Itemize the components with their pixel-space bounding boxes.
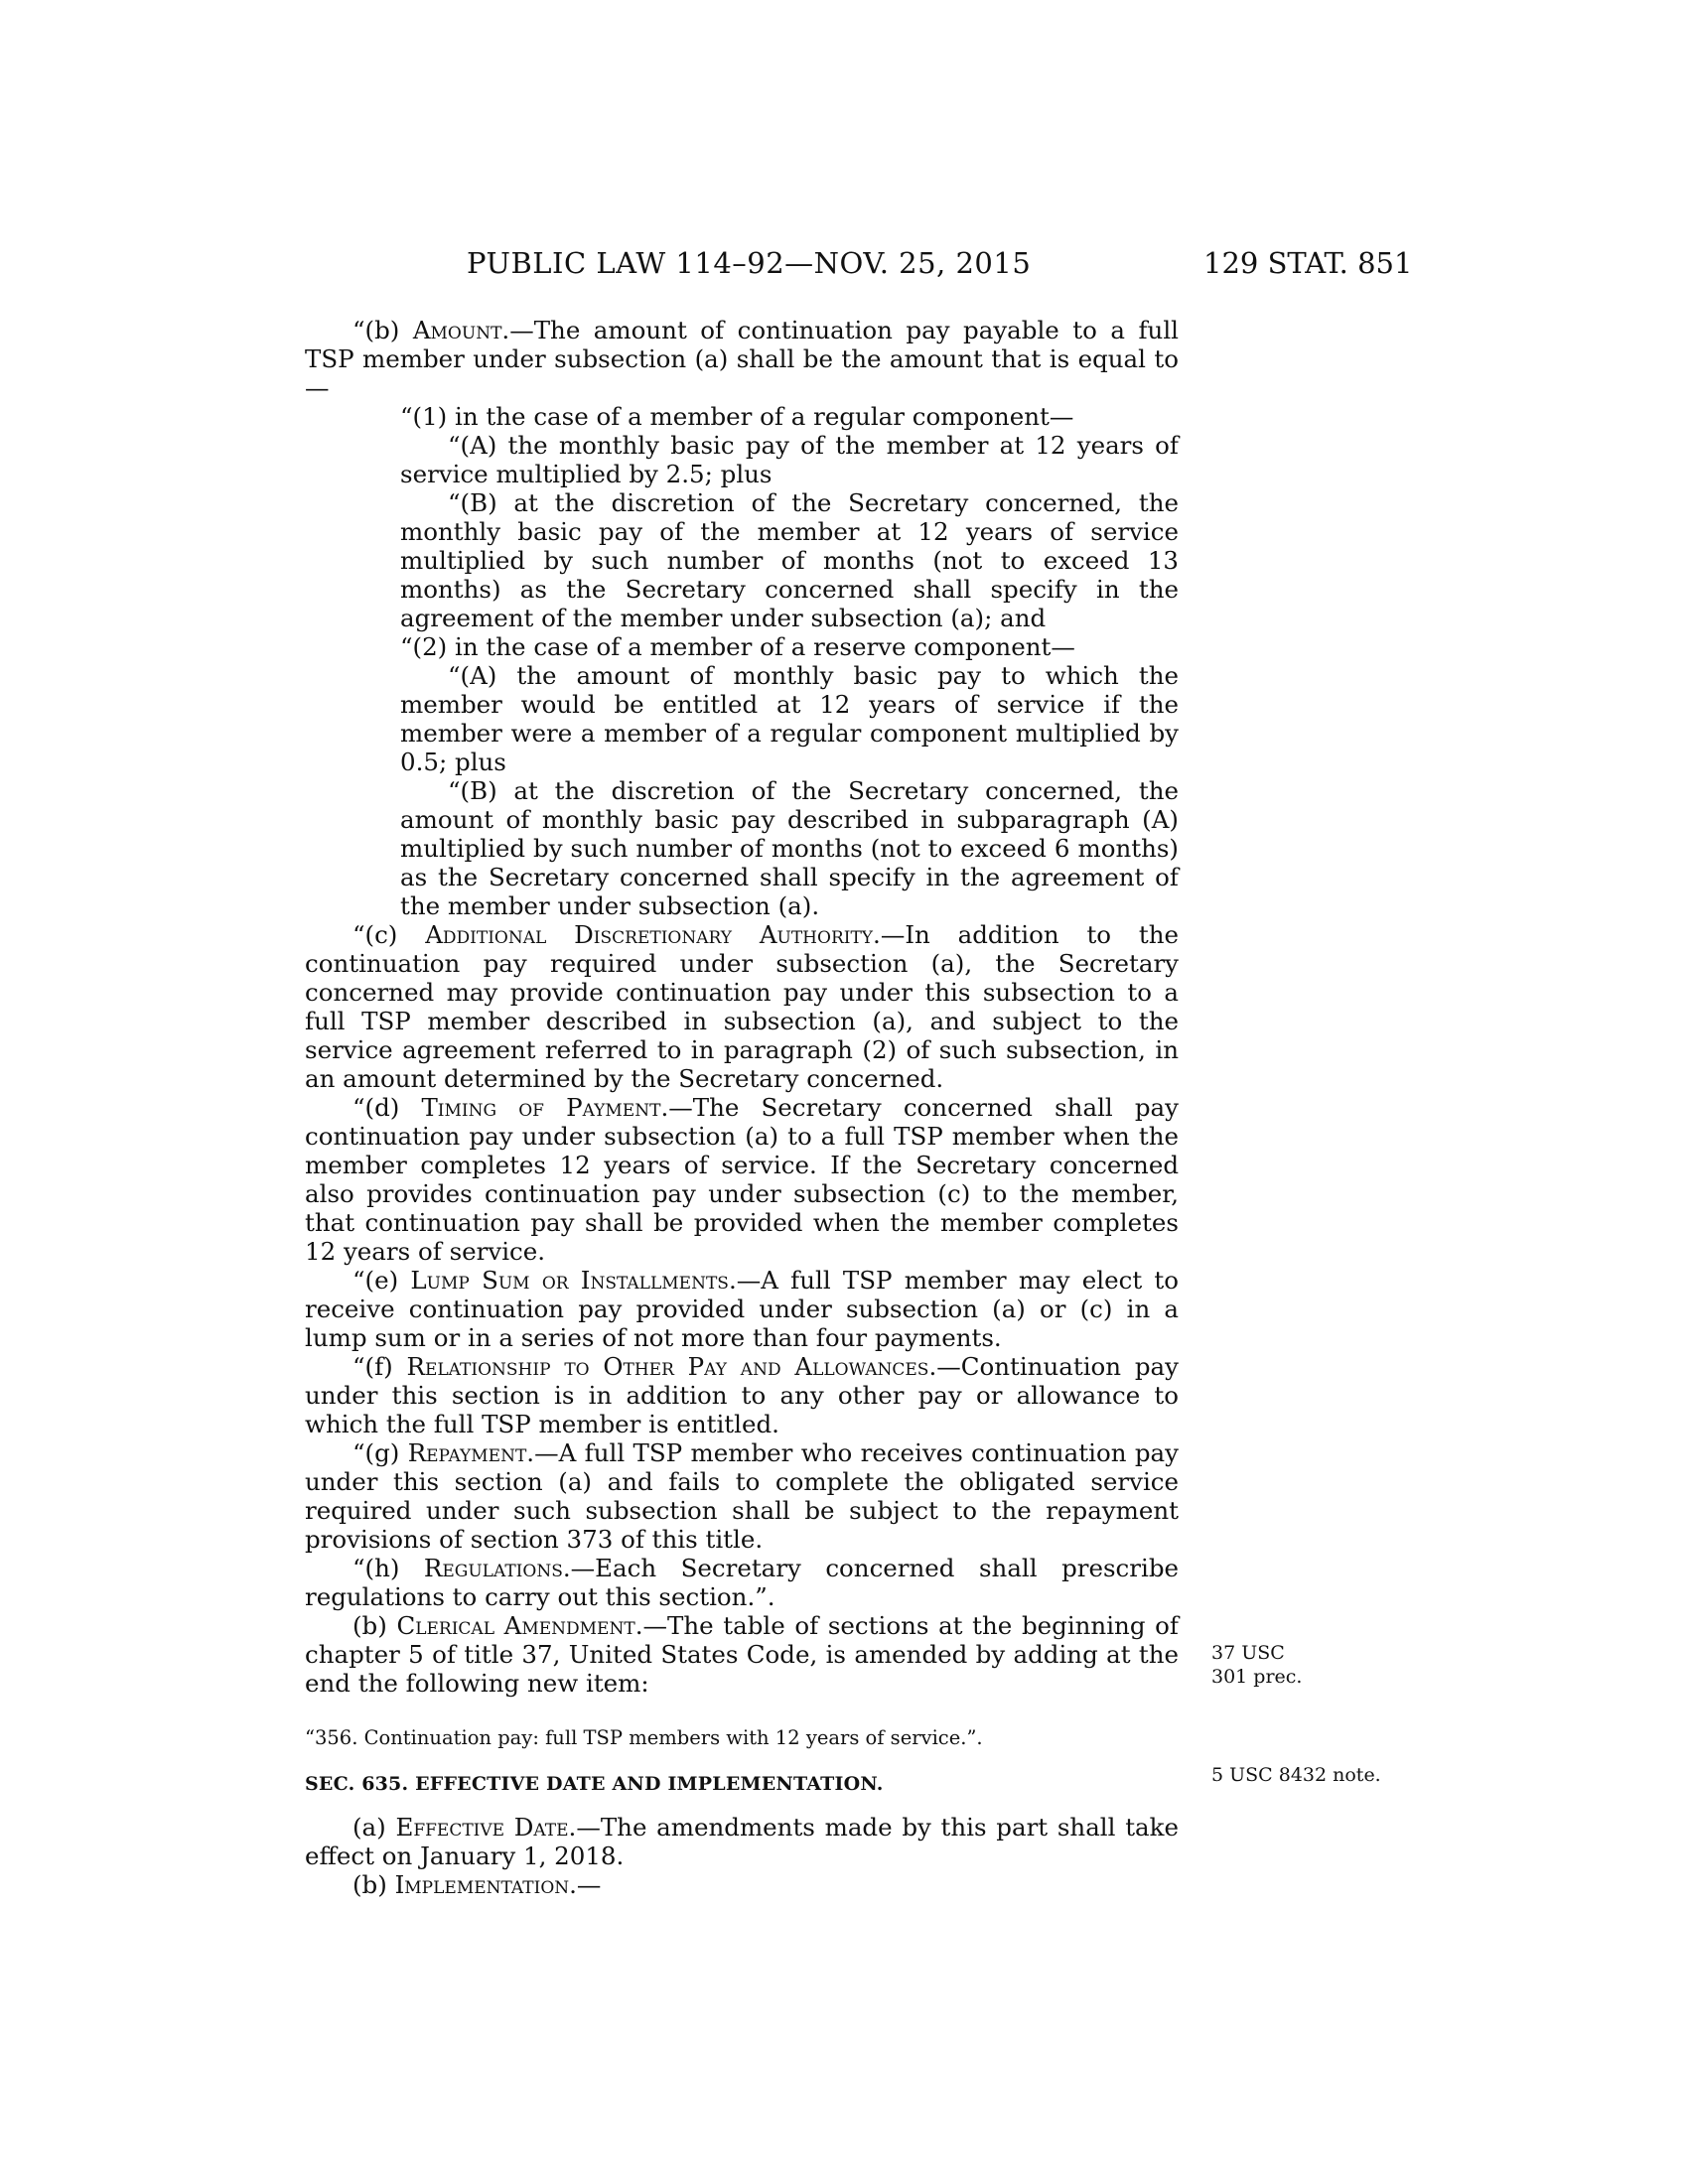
paragraph-b2: “(2) in the case of a member of a reserve component— — [400, 632, 1075, 661]
heading-effective-date: Effective Date — [395, 1813, 569, 1842]
subparagraph-b2A: “(A) the amount of monthly basic pay to which the member would be entitled at 12 years of service if the member were a member of a regular component multiplied by 0.5; plus — [400, 661, 1179, 776]
heading-implementation: Implementation — [394, 1870, 570, 1899]
subparagraph-b2B: “(B) at the discretion of the Secretary concerned, the amount of monthly basic pay described in subparagraph (A) multiplied by such number of months (not to exceed 6 months) as the Secretary concerned shall specify in the agreement of the member under subsection (a). — [400, 776, 1179, 920]
heading-relationship: Relationship to Other Pay and Allowances — [406, 1352, 929, 1381]
subsection-h: “(h) Regulations.—Each Secretary concerned shall prescribe regulations to carry out this section.”. — [305, 1554, 1179, 1611]
heading-timing-of-payment: Timing of Payment — [421, 1093, 661, 1122]
page-number: 129 STAT. 851 — [1203, 246, 1413, 280]
heading-repayment: Repayment — [407, 1438, 527, 1467]
effective-date: (a) Effective Date.—The amendments made by this part shall take effect on January 1, 2018. — [305, 1813, 1179, 1870]
subsection-d: “(d) Timing of Payment.—The Secretary concerned shall pay continuation pay under subsection (a) to a full TSP member when the member completes 12 years of service. If the Secretary concerned also provides continuation pay under subsection (c) to the member, that continuation pay shall be provided when the member completes 12 years of service. — [305, 1093, 1179, 1266]
section-heading: SEC. 635. EFFECTIVE DATE AND IMPLEMENTATION. — [305, 1773, 884, 1795]
implementation: (b) Implementation.— — [352, 1870, 602, 1899]
heading-lump-sum: Lump Sum or Installments — [410, 1266, 729, 1295]
table-of-sections-item: “356. Continuation pay: full TSP members with 12 years of service.”. — [305, 1726, 983, 1749]
margin-note-5-usc: 5 USC 8432 note. — [1211, 1764, 1381, 1786]
clerical-amendment: (b) Clerical Amendment.—The table of sections at the beginning of chapter 5 of title 37, United States Code, is amended by adding at the end the following new item: — [305, 1611, 1179, 1698]
heading-amount: Amount — [412, 316, 502, 344]
subsection-g: “(g) Repayment.—A full TSP member who receives continuation pay under this section (a) and fails to complete the obligated service required under such subsection shall be subject to the repayment provisions of section 373 of this title. — [305, 1438, 1179, 1554]
running-header-title: PUBLIC LAW 114–92—NOV. 25, 2015 — [467, 246, 1032, 280]
margin-note-37-usc: 37 USC 301 prec. — [1211, 1642, 1303, 1688]
subsection-b-amount: “(b) Amount.—The amount of continuation pay payable to a full TSP member under subsection (a) shall be the amount that is equal to— — [305, 316, 1179, 402]
heading-additional-discretionary-authority: Additional Discretionary Authority — [425, 920, 874, 949]
paragraph-b1: “(1) in the case of a member of a regular component— — [400, 402, 1074, 431]
subsection-e: “(e) Lump Sum or Installments.—A full TSP member may elect to receive continuation pay provided under subsection (a) or (c) in a lump sum or in a series of not more than four payments. — [305, 1266, 1179, 1352]
subparagraph-b1B: “(B) at the discretion of the Secretary concerned, the monthly basic pay of the member at 12 years of service multiplied by such number of months (not to exceed 13 months) as the Secretary concerned shall specify in the agreement of the member under subsection (a); and — [400, 488, 1179, 632]
subsection-f: “(f) Relationship to Other Pay and Allowances.—Continuation pay under this section is in addition to any other pay or allowance to which the full TSP member is entitled. — [305, 1352, 1179, 1438]
subparagraph-b1A: “(A) the monthly basic pay of the member at 12 years of service multiplied by 2.5; plus — [400, 431, 1179, 488]
body-text — [305, 316, 1179, 1899]
heading-regulations: Regulations — [423, 1554, 563, 1582]
heading-clerical-amendment: Clerical Amendment — [396, 1611, 635, 1640]
subsection-c: “(c) Additional Discretionary Authority.—In addition to the continuation pay required under subsection (a), the Secretary concerned may provide continuation pay under this subsection to a full TSP member described in subsection (a), and subject to the service agreement referred to in paragraph (2) of such subsection, in an amount determined by the Secretary concerned. — [305, 920, 1179, 1093]
